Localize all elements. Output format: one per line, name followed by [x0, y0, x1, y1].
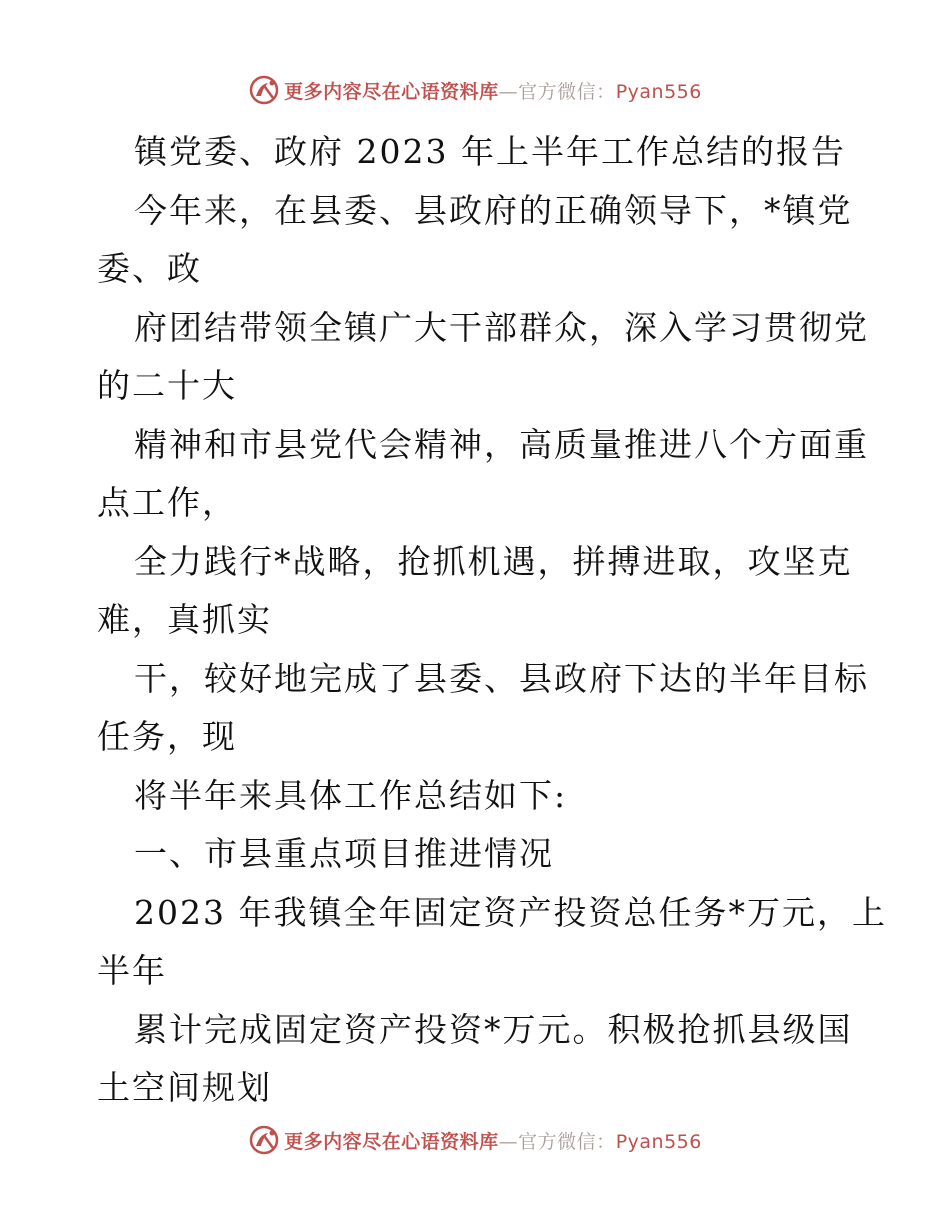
watermark-wechat-id: Pyan556 [615, 1130, 702, 1153]
stamp-seal-icon [248, 74, 280, 106]
watermark-main-text: 更多内容尽在心语资料库 [284, 80, 499, 103]
text-line: 将半年来具体工作总结如下: [134, 775, 568, 815]
watermark-text [284, 1127, 702, 1154]
text-line: 全力践行*战略，抢抓机遇，拼搏进取，攻坚克 [134, 541, 853, 581]
text-line: 累计完成固定资产投资*万元。积极抢抓县级国 [134, 1009, 853, 1049]
header-watermark [0, 70, 950, 110]
text-line: 难，真抓实 [97, 600, 272, 639]
section-heading: 一、市县重点项目推进情况 [134, 834, 554, 873]
text-line: 干，较好地完成了县委、县政府下达的半年目标 [134, 658, 869, 698]
watermark-wechat-label: 官方微信： [518, 80, 616, 103]
stamp-seal-icon [248, 1124, 280, 1156]
document-title: 镇党委、政府 2023 年上半年工作总结的报告 [134, 132, 846, 171]
text-line: 2023 年我镇全年固定资产投资总任务*万元，上 [134, 892, 887, 932]
text-line: 点工作， [97, 483, 237, 522]
footer-watermark [0, 1120, 950, 1160]
text-line: 任务，现 [97, 717, 237, 756]
document-body [0, 123, 950, 1118]
text-line: 土空间规划 [97, 1068, 272, 1107]
watermark-wechat-id: Pyan556 [615, 80, 702, 103]
text-line: 委、政 [97, 249, 202, 288]
text-line: 府团结带领全镇广大干部群众，深入学习贯彻党 [134, 307, 869, 347]
text-line: 的二十大 [97, 366, 237, 405]
watermark-separator: — [498, 80, 519, 103]
text-line: 今年来，在县委、县政府的正确领导下，*镇党 [134, 190, 853, 230]
watermark-text [284, 77, 702, 104]
watermark-separator: — [498, 1130, 519, 1153]
watermark-main-text: 更多内容尽在心语资料库 [284, 1130, 499, 1153]
watermark-wechat-label: 官方微信： [518, 1130, 616, 1153]
text-line: 精神和市县党代会精神，高质量推进八个方面重 [134, 424, 869, 464]
text-line: 半年 [97, 951, 167, 990]
